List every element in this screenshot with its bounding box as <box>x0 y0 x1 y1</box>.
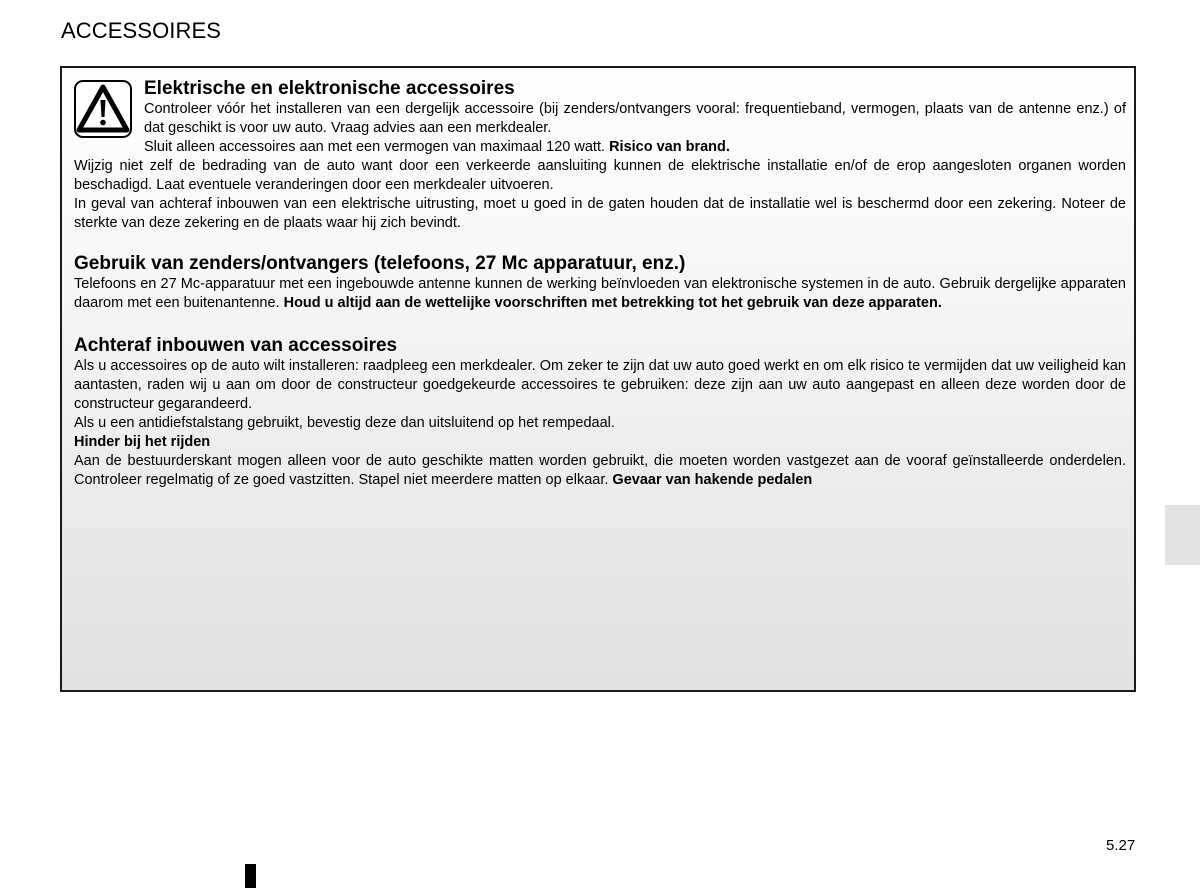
paragraph: Als u accessoires op de auto wilt installeren: raadpleeg een merkdealer. Om zeker te zijn dat uw auto goed werkt en om elk risico te vermijden dat uw veiligheid kan aantasten, raden wij u aan om door de constructeur goedgekeurde accessoires te gebruiken: deze zijn aan uw auto aangepast en alleen deze worden door de constructeur gegarandeerd. <box>74 358 1126 412</box>
warning-triangle-icon <box>74 80 132 138</box>
section-title: Elektrische en elektronische accessoires <box>144 78 515 99</box>
section-title: Achteraf inbouwen van accessoires <box>74 335 398 356</box>
paragraph: Telefoons en 27 Mc-apparatuur met een ingebouwde antenne kunnen de werking beïnvloeden van elektronische systemen in de auto. Gebruik dergelijke apparaten daarom met een buitenantenne. Houd u altijd aan de wettelijke voorschriften met betrekking tot het gebruik van deze apparaten. <box>74 276 1126 311</box>
bold-warning-text: Risico van brand. <box>609 139 730 155</box>
section-title: Gebruik van zenders/ontvangers (telefoons, 27 Mc apparatuur, enz.) <box>74 253 686 274</box>
paragraph: Wijzig niet zelf de bedrading van de auto want door een verkeerde aansluiting kunnen de elektrische installatie en/of de erop aangesloten organen worden beschadigd. Laat eventuele veranderingen door een merkdealer uitvoeren. <box>74 158 1126 193</box>
paragraph: Sluit alleen accessoires aan met een vermogen van maximaal 120 watt. Risico van brand. <box>144 139 730 155</box>
bold-warning-text: Houd u altijd aan de wettelijke voorschriften met betrekking tot het gebruik van deze apparaten. <box>283 295 942 311</box>
crop-mark <box>245 864 256 888</box>
paragraph: In geval van achteraf inbouwen van een elektrische uitrusting, moet u goed in de gaten houden dat de installatie wel is beschermd door een zekering. Noteer de sterkte van deze zekering en de plaats waar hij zich bevindt. <box>74 196 1126 231</box>
subheading: Hinder bij het rijden <box>74 434 211 450</box>
section-electrical-accessories <box>74 78 1126 233</box>
warning-box <box>60 66 1136 692</box>
section-transmitters <box>74 253 1126 313</box>
section-retrofit-accessories <box>74 335 1126 490</box>
page-number: 5.27 <box>1106 837 1136 854</box>
warning-box-content <box>74 78 1126 490</box>
chapter-side-tab <box>1165 505 1200 565</box>
bold-warning-text: Gevaar van hakende pedalen <box>612 472 813 488</box>
paragraph: Controleer vóór het installeren van een dergelijk accessoire (bij zenders/ontvangers vooral: frequentieband, vermogen, plaats van de antenne enz.) of dat geschikt is voor uw auto. Vraag advies aan een merkdealer. <box>144 101 1126 136</box>
paragraph: Als u een antidiefstalstang gebruikt, bevestig deze dan uitsluitend op het rempedaal. <box>74 415 615 431</box>
paragraph: Aan de bestuurderskant mogen alleen voor de auto geschikte matten worden gebruikt, die moeten worden vastgezet aan de vooraf geïnstalleerde onderdelen. Controleer regelmatig of ze goed vastzitten. Stapel niet meerdere matten op elkaar. Gevaar van hakende pedalen <box>74 453 1126 488</box>
page-heading: ACCESSOIRES <box>61 18 222 43</box>
